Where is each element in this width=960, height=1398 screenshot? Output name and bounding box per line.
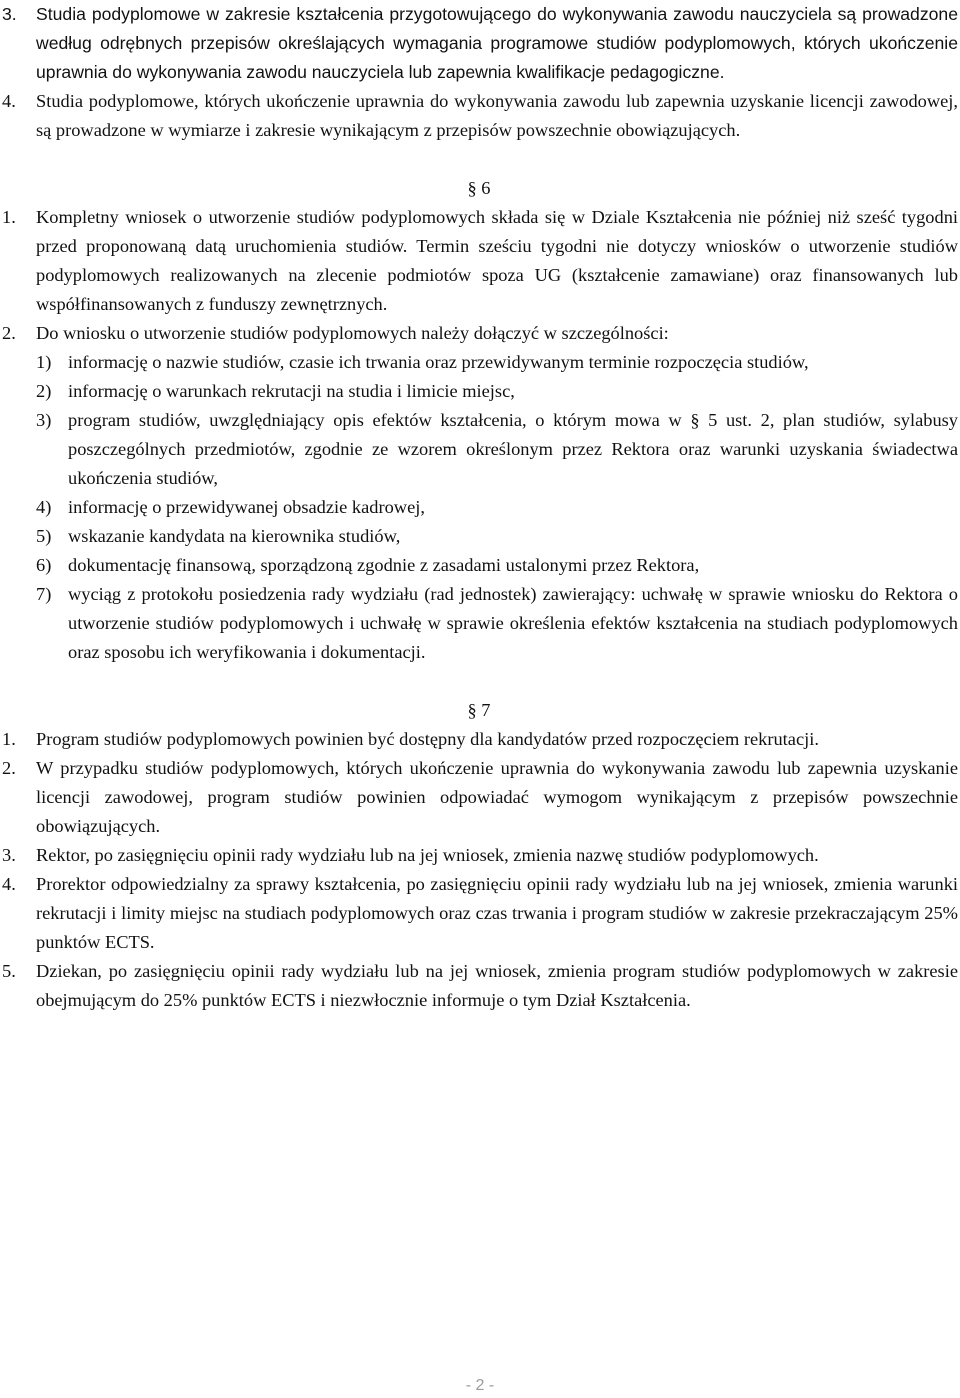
- list-item-number: 3): [36, 410, 52, 430]
- section-title-7: § 7: [467, 700, 491, 720]
- list-item: [0, 377, 958, 406]
- paragraph-number: 2.: [2, 323, 16, 343]
- list-item: [0, 580, 958, 667]
- list-item: [0, 406, 958, 493]
- paragraph-text: Do wniosku o utworzenie studiów podyplomowych należy dołączyć w szczególności:: [36, 323, 669, 343]
- paragraph-item: [0, 841, 958, 870]
- list-item: [0, 551, 958, 580]
- paragraph-text: Rektor, po zasięgnięciu opinii rady wydziału lub na jej wniosek, zmienia nazwę studiów podyplomowych.: [36, 845, 819, 865]
- list-item-number: 7): [36, 584, 52, 604]
- list-item: [0, 348, 958, 377]
- paragraph-text: Prorektor odpowiedzialny za sprawy kształcenia, po zasięgnięciu opinii rady wydziału lub na jej wniosek, zmienia warunki rekrutacji i limity miejsc na studiach podyplomowych oraz czas trwania i program studiów w zakresie przekraczającym 25% punktów ECTS.: [36, 874, 958, 952]
- paragraph-number: 2.: [2, 758, 16, 778]
- list-item: [0, 493, 958, 522]
- paragraph-text: Studia podyplomowe, których ukończenie uprawnia do wykonywania zawodu lub zapewnia uzyskanie licencji zawodowej, są prowadzone w wymiarze i zakresie wynikającym z przepisów powszechnie obowiązujących.: [36, 91, 958, 140]
- list-item-text: program studiów, uwzględniający opis efektów kształcenia, o którym mowa w § 5 ust. 2, plan studiów, sylabusy poszczególnych przedmiotów, zgodnie ze wzorem określonym przez Rektora oraz warunki uzyskania świadectwa ukończenia studiów,: [68, 410, 958, 488]
- list-item-text: wyciąg z protokołu posiedzenia rady wydziału (rad jednostek) zawierający: uchwałę w sprawie wniosku do Rektora o utworzenie studiów podyplomowych i uchwałę w sprawie określenia efektów kształcenia na studiach podyplomowych oraz sposobu ich weryfikowania i dokumentacji.: [68, 584, 958, 662]
- paragraph-item: [0, 0, 958, 87]
- paragraph-number: 5.: [2, 961, 16, 981]
- paragraph-item: [0, 319, 958, 348]
- paragraph-list-top: [0, 0, 958, 145]
- list-item-number: 4): [36, 497, 52, 517]
- paragraph-number: 4.: [2, 91, 16, 111]
- list-item-number: 5): [36, 526, 52, 546]
- paragraph-item: [0, 870, 958, 957]
- paragraph-number: 1.: [2, 729, 16, 749]
- section-7: [0, 725, 958, 1015]
- list-item-text: wskazanie kandydata na kierownika studiów,: [68, 526, 401, 546]
- list-item-text: dokumentację finansową, sporządzoną zgodnie z zasadami ustalonymi przez Rektora,: [68, 555, 700, 575]
- page-number: - 2 -: [465, 1377, 495, 1394]
- paragraph-text: W przypadku studiów podyplomowych, których ukończenie uprawnia do wykonywania zawodu lub zapewnia uzyskanie licencji zawodowej, program studiów powinien odpowiadać wymogom wynikającym z przepisów powszechnie obowiązujących.: [36, 758, 958, 836]
- paragraph-text: Studia podyplomowe w zakresie kształcenia przygotowującego do wykonywania zawodu nauczyciela są prowadzone według odrębnych przepisów określających wymagania programowe studiów podyplomowych, których ukończenie uprawnia do wykonywania zawodu nauczyciela lub zapewnia kwalifikacje pedagogiczne.: [36, 4, 958, 82]
- paragraph-number: 4.: [2, 874, 16, 894]
- paragraph-text: Program studiów podyplomowych powinien być dostępny dla kandydatów przed rozpoczęciem rekrutacji.: [36, 729, 819, 749]
- paragraph-text: Dziekan, po zasięgnięciu opinii rady wydziału lub na jej wniosek, zmienia program studiów podyplomowych w zakresie obejmującym do 25% punktów ECTS i niezwłocznie informuje o tym Dział Kształcenia.: [36, 961, 958, 1010]
- list-item: [0, 522, 958, 551]
- paragraph-item: [0, 203, 958, 319]
- list-item-text: informację o nazwie studiów, czasie ich trwania oraz przewidywanym terminie rozpoczęcia studiów,: [68, 352, 809, 372]
- paragraph-number: 3.: [2, 845, 16, 865]
- section-6: [0, 203, 958, 667]
- paragraph-number: 1.: [2, 207, 16, 227]
- list-item-number: 6): [36, 555, 52, 575]
- paragraph-item: [0, 754, 958, 841]
- paragraph-number: 3.: [2, 4, 17, 24]
- list-item-number: 1): [36, 352, 52, 372]
- section-title-6: § 6: [467, 178, 491, 198]
- list-item-number: 2): [36, 381, 52, 401]
- paragraph-item: [0, 725, 958, 754]
- paragraph-item: [0, 87, 958, 145]
- list-item-text: informację o warunkach rekrutacji na studia i limicie miejsc,: [68, 381, 515, 401]
- paragraph-item: [0, 957, 958, 1015]
- paragraph-text: Kompletny wniosek o utworzenie studiów podyplomowych składa się w Dziale Kształcenia nie później niż sześć tygodni przed proponowaną datą uruchomienia studiów. Termin sześciu tygodni nie dotyczy wniosków o utworzenie studiów podyplomowych realizowanych na zlecenie podmiotów spoza UG (kształcenie zamawiane) oraz finansowanych lub współfinansowanych z funduszy zewnętrznych.: [36, 207, 958, 314]
- list-item-text: informację o przewidywanej obsadzie kadrowej,: [68, 497, 425, 517]
